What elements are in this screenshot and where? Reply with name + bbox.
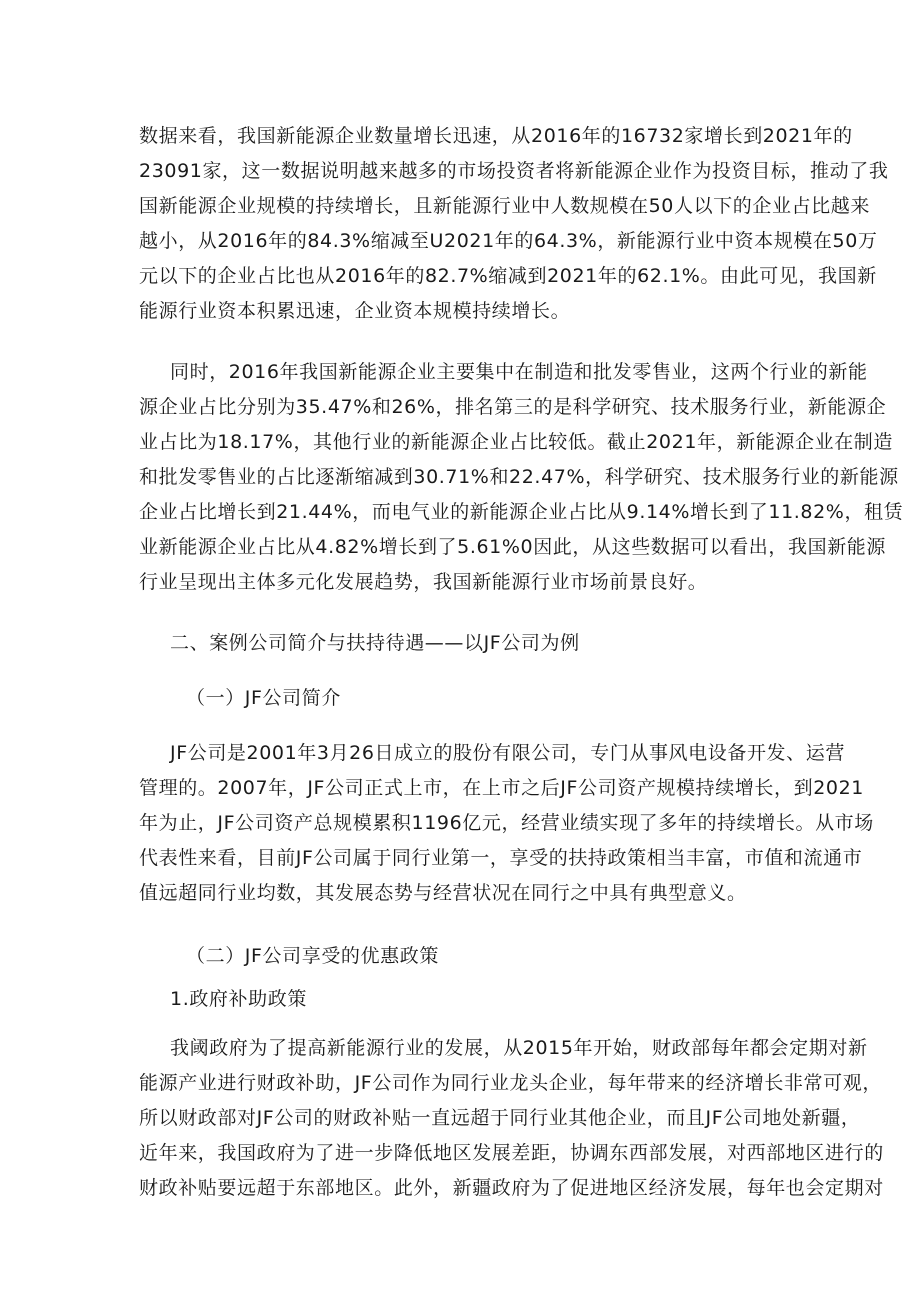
paragraph-3-line-3: 年为止，JF公司资产总规模累积1196亿元，经营业绩实现了多年的持续增长。从市场 [139,812,874,834]
paragraph-2-line-6: 业新能源企业占比从4.82%增长到了5.61%0因此，从这些数据可以看出，我国新能源 [139,536,887,558]
paragraph-2-line-1: 同时，2016年我国新能源企业主要集中在制造和批发零售业，这两个行业的新能 [170,361,868,383]
paragraph-1-line-6: 能源行业资本积累迅速，企业资本规模持续增长。 [139,300,571,322]
paragraph-3-line-2: 管理的。2007年，JF公司正式上市，在上市之后JF公司资产规模持续增长，到2021 [139,777,864,799]
paragraph-2-line-5: 企业占比增长到21.44%，而电气业的新能源企业占比从9.14%增长到了11.82%，租赁 [139,501,904,523]
paragraph-2-line-2: 源企业占比分别为35.47%和26%，排名第三的是科学研究、技术服务行业，新能源企 [139,396,887,418]
paragraph-4-line-1: 我阈政府为了提高新能源行业的发展，从2015年开始，财政部每年都会定期对新 [170,1037,868,1059]
paragraph-1-line-4: 越小，从2016年的84.3%缩减至U2021年的64.3%，新能源行业中资本规模在50万 [139,230,878,252]
paragraph-3-line-1: JF公司是2001年3月26日成立的股份有限公司，专门从事风电设备开发、运营 [170,742,845,764]
section-heading: 二、案例公司简介与扶持待遇——以JF公司为例 [170,632,580,654]
paragraph-1-line-1: 数据来看，我国新能源企业数量增长迅速，从2016年的16732家增长到2021年的 [139,125,853,147]
paragraph-4-line-5: 财政补贴要远超于东部地区。此外，新疆政府为了促进地区经济发展，每年也会定期对 [139,1177,884,1199]
paragraph-3-line-4: 代表性来看，目前JF公司属于同行业第一，享受的扶持政策相当丰富，市值和流通市 [139,847,863,869]
paragraph-4-line-2: 能源产业进行财政补助，JF公司作为同行业龙头企业，每年带来的经济增长非常可观， [139,1072,882,1094]
paragraph-3-line-5: 值远超同行业均数，其发展态势与经营状况在同行之中具有典型意义。 [139,882,747,904]
paragraph-4-line-3: 所以财政部对JF公司的财政补贴一直远超于同行业其他企业，而且JF公司地处新疆， [139,1107,861,1129]
paragraph-2-line-7: 行业呈现出主体多元化发展趋势，我国新能源行业市场前景良好。 [139,571,708,593]
sub-subsection-heading: 1.政府补助政策 [170,988,307,1010]
paragraph-1-line-2: 23091家，这一数据说明越来越多的市场投资者将新能源企业作为投资目标，推动了我 [139,160,889,182]
subsection-heading-2: （二）JF公司享受的优惠政策 [186,945,439,967]
paragraph-1-line-5: 元以下的企业占比也从2016年的82.7%缩减到2021年的62.1%。由此可见，我国新 [139,265,877,287]
paragraph-2-line-4: 和批发零售业的占比逐渐缩减到30.71%和22.47%，科学研究、技术服务行业的新能源 [139,466,899,488]
paragraph-4-line-4: 近年来，我国政府为了进一步降低地区发展差距，协调东西部发展，对西部地区进行的 [139,1142,884,1164]
paragraph-1-line-3: 国新能源企业规模的持续增长，且新能源行业中人数规模在50人以下的企业占比越来 [139,195,870,217]
subsection-heading-1: （一）JF公司简介 [186,687,341,709]
paragraph-2-line-3: 业占比为18.17%，其他行业的新能源企业占比较低。截止2021年，新能源企业在制造 [139,431,894,453]
